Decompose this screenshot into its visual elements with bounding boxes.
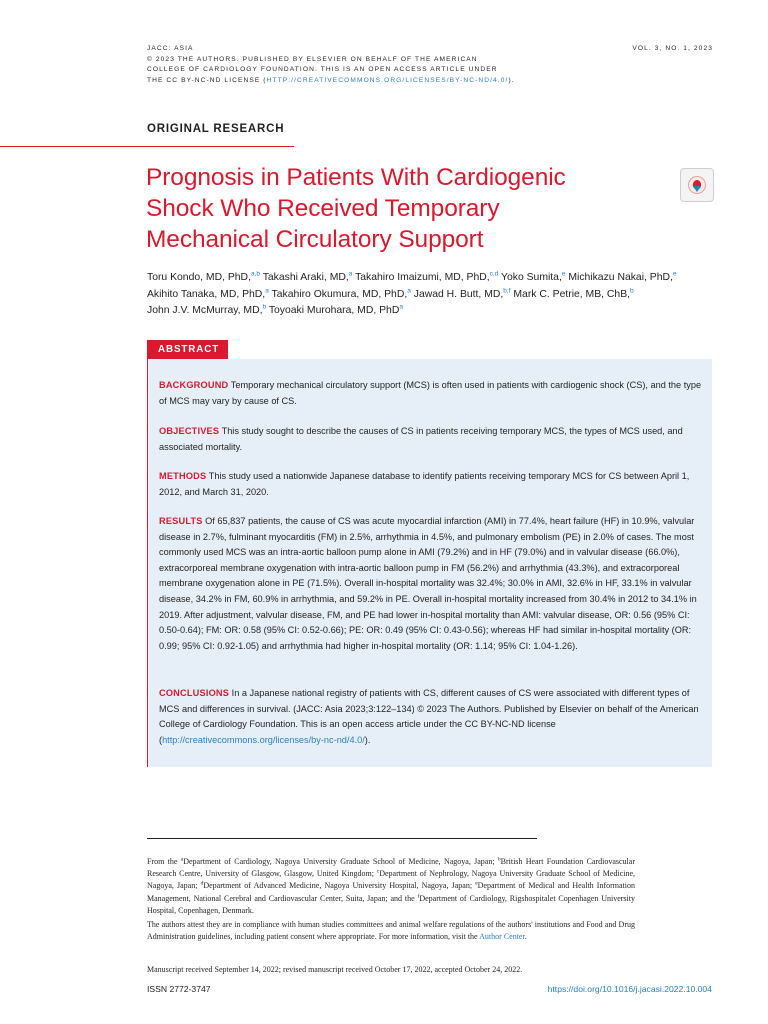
author-name: Takahiro Imaizumi, MD, PhD, [355,272,490,283]
affiliations [147,856,635,917]
affiliation-mark: a [180,856,184,863]
author [147,289,269,300]
author [355,272,498,283]
running-header [147,44,587,86]
author [269,305,403,316]
author-list [147,270,717,320]
author-name: John J.V. McMurray, MD, [147,305,263,317]
abstract-section-label: CONCLUSIONS [159,688,230,698]
journal-name: JACC: ASIA [147,45,194,52]
affiliation-text: Department of Nephrology, Nagoya University Graduate School of Medicine, Nagoya, Japan; [147,869,635,891]
author [147,272,260,283]
license-link[interactable]: HTTP://CREATIVECOMMONS.ORG/LICENSES/BY-NC-ND/4.0/ [266,76,509,84]
license-line-3-pre: THE CC BY-NC-ND LICENSE ( [147,76,267,84]
abstract-background [159,378,704,409]
footnote-divider [147,838,537,839]
author-name: Takashi Araki, MD, [262,272,349,283]
abstract-section-label: OBJECTIVES [159,426,220,436]
affiliation-text: Department of Cardiology, Rigshospitalet Copenhagen University Hospital, Copenhagen, Denmark. [147,893,635,915]
article-title [146,162,666,255]
author-name: Michikazu Nakai, PhD, [568,272,673,283]
author-affiliation: a [265,287,269,295]
affiliation-text: Department of Medical and Health Information Management, National Cerebral and Cardiovascular Center, Suita, Japan; and the [147,881,635,903]
compliance-statement [147,919,635,943]
section-divider [0,146,294,147]
abstract-results [159,514,704,654]
issn: ISSN 2772-3747 [147,984,211,994]
abstract-section-label: RESULTS [159,516,203,526]
author-name: Takahiro Okumura, MD, PhD, [271,288,408,300]
author [414,289,511,300]
license-link[interactable]: http://creativecommons.org/licenses/by-nc-nd/4.0/ [162,734,365,745]
author-affiliation: b [262,303,267,311]
author-name: Jawad H. Butt, MD, [413,288,504,300]
license-line-3 [147,76,587,87]
author-affiliation: b [630,287,634,295]
author-name: Mark C. Petrie, MB, ChB, [513,288,631,300]
compliance-text: The authors attest they are in compliance with human studies committees and animal welfare regulations of the authors' institutions and Food and Drug Administration guidelines, including patient consent where appropriate. For more information, visit the [147,920,635,942]
crossmark-ribbon [693,186,701,192]
author-affiliation: b,f [503,287,511,295]
affiliation-text: British Heart Foundation Cardiovascular Research Centre, University of Glasgow, Glasgow, United Kingdom; [147,857,635,879]
abstract-accent-rule [147,359,148,767]
affiliation-mark: f [417,892,420,899]
abstract-section-text: Of 65,837 patients, the cause of CS was acute myocardial infarction (AMI) in 77.4%, heart failure (HF) in 10.9%, valvular disease in 2.7%, fulminant myocarditis (FM) in 2.5%, arrhythmia in 4.5%, and pulmonary embolism (PE) in 2.0% of cases. The most commonly used MCS was an intra-aortic balloon pump alone in AMI (79.2%) and in HF (79.0%) and in valvular disease (66.0%), extracorporeal membrane oxygenation with intra-aortic balloon pump in FM (56.2%) and arrhythmia (43.3%), and extracorporeal membrane oxygenation alone in PE (71.5%). Overall in-hospital mortality was 32.4%; 30.0% in AMI, 32.6% in HF, 33.1% in valvular disease, 34.2% in FM, 60.9% in arrhythmia, and 59.2% in PE. Overall in-hospital mortality increased from 30.4% in 2012 to 34.1% in 2019. After adjustment, valvular disease, FM, and PE had lower in-hospital mortality than AMI: valvular disease, OR: 0.56 (95% CI: 0.50-0.64); FM: OR: 0.58 (95% CI: 0.52-0.66); PE: OR: 0.49 (95% CI: 0.43-0.56); whereas HF had similar in-hospital mortality (OR: 0.99; 95% CI: 0.92-1.05) and arrhythmia had higher in-hospital mortality (OR: 1.14; 95% CI: 1.04-1.26). [159,516,697,651]
affiliation-text: Department of Advanced Medicine, Nagoya University Hospital, Nagoya, Japan; [203,881,476,891]
author-affiliation: e [561,270,566,278]
author [513,289,633,300]
affiliation-mark: d [200,880,204,887]
author-affiliation: a [399,303,403,311]
crossmark-ring [688,176,706,194]
compliance-end: . [524,932,527,942]
author-center-link[interactable]: Author Center [479,932,525,942]
volume-info: VOL. 3, NO. 1, 2023 [632,45,713,52]
crossmark-icon[interactable] [680,168,714,202]
title-line: Mechanical Circulatory Support [146,226,484,253]
author [147,305,266,316]
abstract-objectives [159,424,704,455]
license-line-1: © 2023 THE AUTHORS. PUBLISHED BY ELSEVIER ON BEHALF OF THE AMERICAN [147,55,478,63]
abstract-section-label: METHODS [159,471,207,481]
abstract-methods [159,469,704,500]
author-name: Akihito Tanaka, MD, PhD, [147,288,266,300]
author-affiliation: c,d [489,270,499,278]
license-line-2: COLLEGE OF CARDIOLOGY FOUNDATION. THIS IS AN OPEN ACCESS ARTICLE UNDER [147,66,498,73]
author-name: Yoko Sumita, [501,272,562,283]
affiliation-text: Department of Cardiology, Nagoya University Graduate School of Medicine, Nagoya, Japan; [183,857,498,866]
manuscript-dates: Manuscript received September 14, 2022; revised manuscript received October 17, 2022, accepted October 24, 2022. [147,965,523,974]
author-name: Toyoaki Murohara, MD, PhD [268,305,400,317]
abstract-section-text: This study sought to describe the causes of CS in patients receiving temporary MCS, the types of MCS used, and associated mortality. [159,426,683,452]
affiliation-mark: e [475,880,478,887]
author [263,272,353,283]
doi-link[interactable]: https://doi.org/10.1016/j.jacasi.2022.10.004 [547,984,712,994]
affiliation-mark: b [497,856,501,863]
license-line-3-post: ). [508,76,515,84]
affiliation-mark: c [376,868,380,875]
abstract-tab: ABSTRACT [147,340,228,359]
abstract-section-text: In a Japanese national registry of patients with CS, different causes of CS were associated with different types of MCS and differences in survival. (JACC: Asia 2023;3:122–134) © 2023 The Authors. Published by Elsevier on behalf of the American College of Cardiology Foundation. This is an open access article under the CC BY-NC-ND license ( [159,688,699,745]
author-affiliation: a [348,270,353,278]
abstract-section-label: BACKGROUND [159,380,229,390]
author-affiliation: a,b [250,270,260,278]
abstract-conclusions [159,686,704,748]
affiliation-prefix: From the [147,857,181,866]
abstract-section-text: This study used a nationwide Japanese database to identify patients receiving temporary MCS for CS between April 1, 2012, and March 31, 2020. [159,471,690,497]
title-line: Shock Who Received Temporary [146,195,500,222]
section-label: ORIGINAL RESEARCH [147,123,285,135]
title-line: Prognosis in Patients With Cardiogenic [146,164,566,191]
author [272,289,411,300]
author-affiliation: e [672,270,677,278]
abstract-section-text-end: ). [364,734,371,745]
author-name: Toru Kondo, MD, PhD, [147,272,251,283]
abstract-section-text: Temporary mechanical circulatory support (MCS) is often used in patients with cardiogenic shock (CS), and the type of MCS may vary by cause of CS. [159,380,702,406]
author-affiliation: a [407,287,411,295]
author [501,272,565,283]
author [568,272,676,283]
